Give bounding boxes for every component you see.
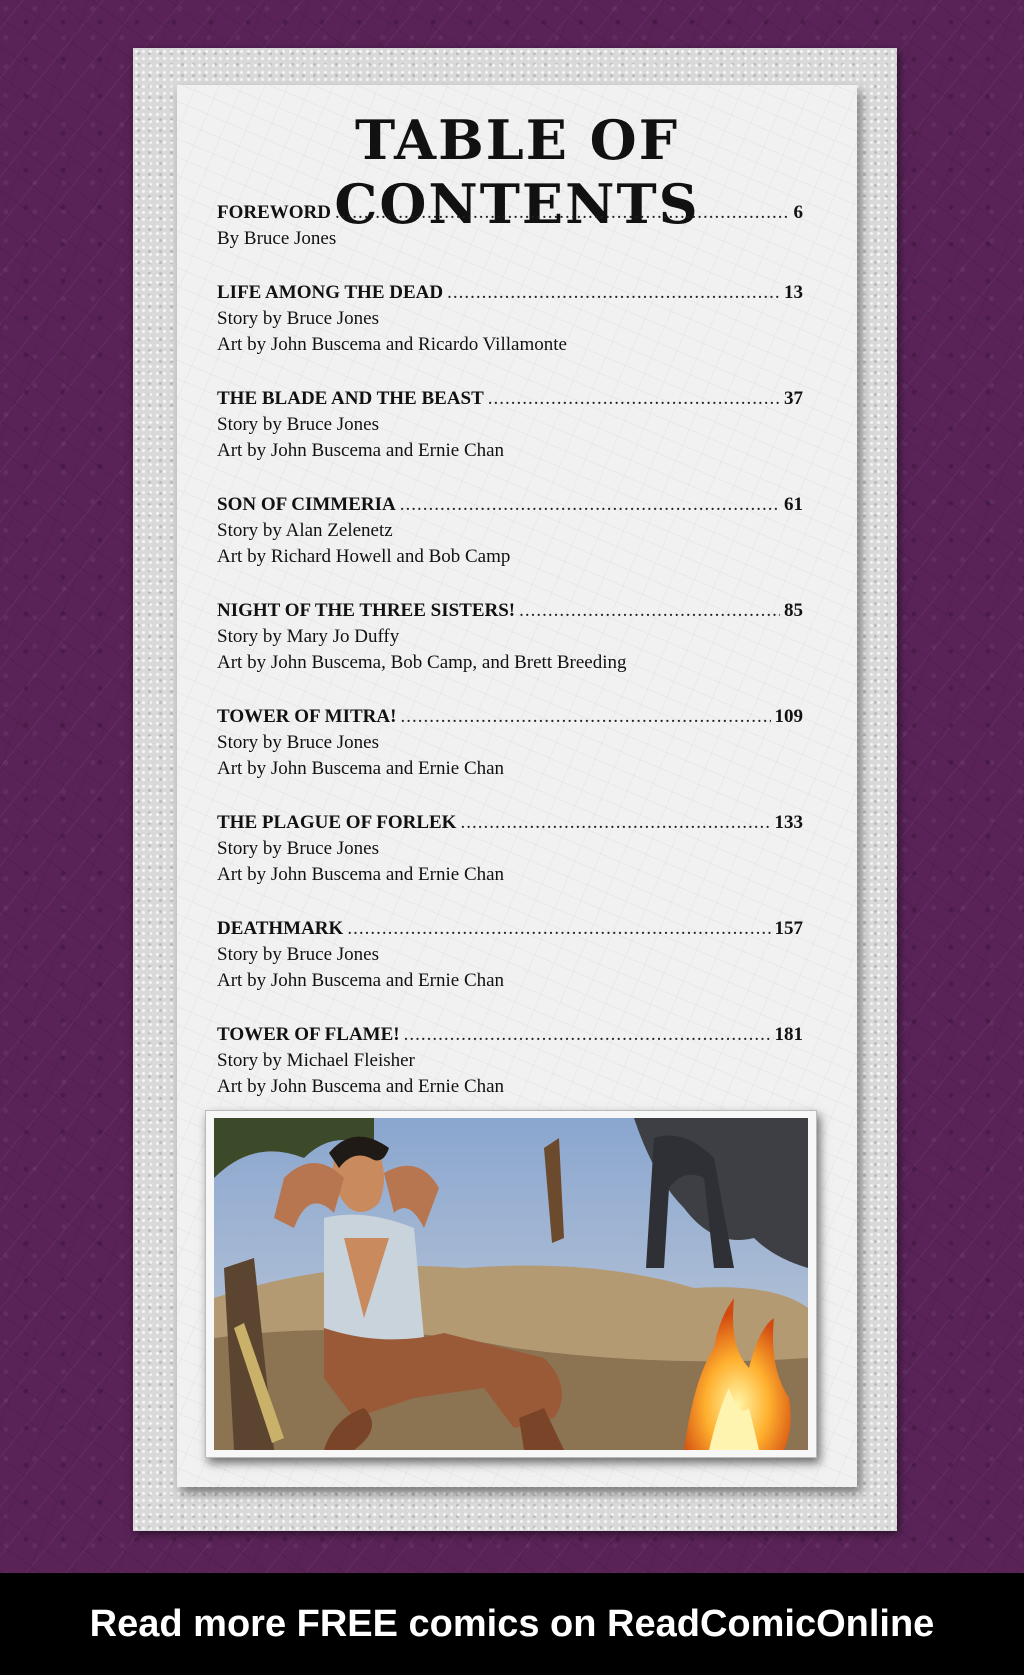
toc-entry-page-number: 157 bbox=[774, 918, 803, 939]
toc-entry-heading bbox=[217, 810, 803, 836]
illustration-art bbox=[214, 1118, 808, 1450]
toc-entry bbox=[217, 200, 803, 252]
toc-entry-heading bbox=[217, 598, 803, 624]
toc-list bbox=[217, 200, 803, 1128]
toc-entry-credit: Story by Mary Jo Duffy bbox=[217, 626, 400, 647]
illustration-barbarian-campfire bbox=[214, 1118, 808, 1450]
toc-entry-credit: Story by Bruce Jones bbox=[217, 944, 380, 965]
dot-leader bbox=[347, 916, 770, 942]
toc-entry-heading bbox=[217, 916, 803, 942]
toc-entry-credit: Art by John Buscema, Bob Camp, and Brett Breeding bbox=[217, 652, 627, 673]
toc-entry-heading bbox=[217, 386, 803, 412]
dot-leader bbox=[400, 492, 780, 518]
toc-entry-credit: Art by John Buscema and Ernie Chan bbox=[217, 758, 505, 779]
toc-entry-page-number: 181 bbox=[774, 1024, 803, 1045]
toc-entry-page-number: 13 bbox=[784, 282, 803, 303]
toc-entry-credit: Story by Alan Zelenetz bbox=[217, 520, 393, 541]
toc-entry-credit: Story by Bruce Jones bbox=[217, 414, 380, 435]
dot-leader bbox=[447, 280, 780, 306]
toc-entry bbox=[217, 704, 803, 782]
toc-entry-heading bbox=[217, 492, 803, 518]
toc-entry-credit: Story by Bruce Jones bbox=[217, 308, 380, 329]
toc-entry-credit: Story by Bruce Jones bbox=[217, 732, 380, 753]
dot-leader bbox=[404, 1022, 771, 1048]
toc-entry-page-number: 61 bbox=[784, 494, 803, 515]
page-title: TABLE OF CONTENTS bbox=[334, 108, 700, 236]
toc-entry-page-number: 109 bbox=[774, 706, 803, 727]
dot-leader bbox=[488, 386, 780, 412]
toc-entry-credit: Art by Richard Howell and Bob Camp bbox=[217, 546, 511, 567]
toc-entry-heading bbox=[217, 1022, 803, 1048]
toc-entry-title: NIGHT OF THE THREE SISTERS! bbox=[217, 600, 516, 621]
toc-entry bbox=[217, 810, 803, 888]
toc-entry-heading bbox=[217, 280, 803, 306]
toc-entry-credit: Art by John Buscema and Ernie Chan bbox=[217, 1076, 505, 1097]
toc-entry-page-number: 37 bbox=[784, 388, 803, 409]
toc-entry-credit: Art by John Buscema and Ricardo Villamonte bbox=[217, 334, 567, 355]
toc-entry bbox=[217, 492, 803, 570]
promo-banner-text[interactable]: Read more FREE comics on ReadComicOnline bbox=[89, 1602, 935, 1645]
toc-entry-credit: Art by John Buscema and Ernie Chan bbox=[217, 440, 505, 461]
toc-entry-title: THE BLADE AND THE BEAST bbox=[217, 388, 484, 409]
toc-entry-credit: By Bruce Jones bbox=[217, 228, 337, 249]
toc-entry-title: THE PLAGUE OF FORLEK bbox=[217, 812, 457, 833]
promo-banner[interactable] bbox=[0, 1573, 1024, 1675]
toc-entry-title: TOWER OF MITRA! bbox=[217, 706, 397, 727]
dot-leader bbox=[519, 598, 780, 624]
toc-entry-title: TOWER OF FLAME! bbox=[217, 1024, 400, 1045]
toc-entry-credit: Story by Michael Fleisher bbox=[217, 1050, 415, 1071]
dot-leader bbox=[335, 200, 790, 226]
toc-entry-title: DEATHMARK bbox=[217, 918, 344, 939]
toc-entry bbox=[217, 916, 803, 994]
toc-entry-page-number: 6 bbox=[793, 202, 803, 223]
toc-entry-page-number: 85 bbox=[784, 600, 803, 621]
toc-entry bbox=[217, 598, 803, 676]
toc-entry-page-number: 133 bbox=[774, 812, 803, 833]
toc-entry-credit: Art by John Buscema and Ernie Chan bbox=[217, 864, 505, 885]
toc-entry-title: LIFE AMONG THE DEAD bbox=[217, 282, 444, 303]
toc-entry-heading bbox=[217, 200, 803, 226]
toc-entry-heading bbox=[217, 704, 803, 730]
toc-entry bbox=[217, 386, 803, 464]
toc-entry-credit: Art by John Buscema and Ernie Chan bbox=[217, 970, 505, 991]
toc-entry-credit: Story by Bruce Jones bbox=[217, 838, 380, 859]
toc-entry bbox=[217, 1022, 803, 1100]
toc-entry bbox=[217, 280, 803, 358]
toc-entry-title: FOREWORD bbox=[217, 202, 331, 223]
toc-entry-title: SON OF CIMMERIA bbox=[217, 494, 396, 515]
dot-leader bbox=[400, 704, 770, 730]
dot-leader bbox=[460, 810, 770, 836]
